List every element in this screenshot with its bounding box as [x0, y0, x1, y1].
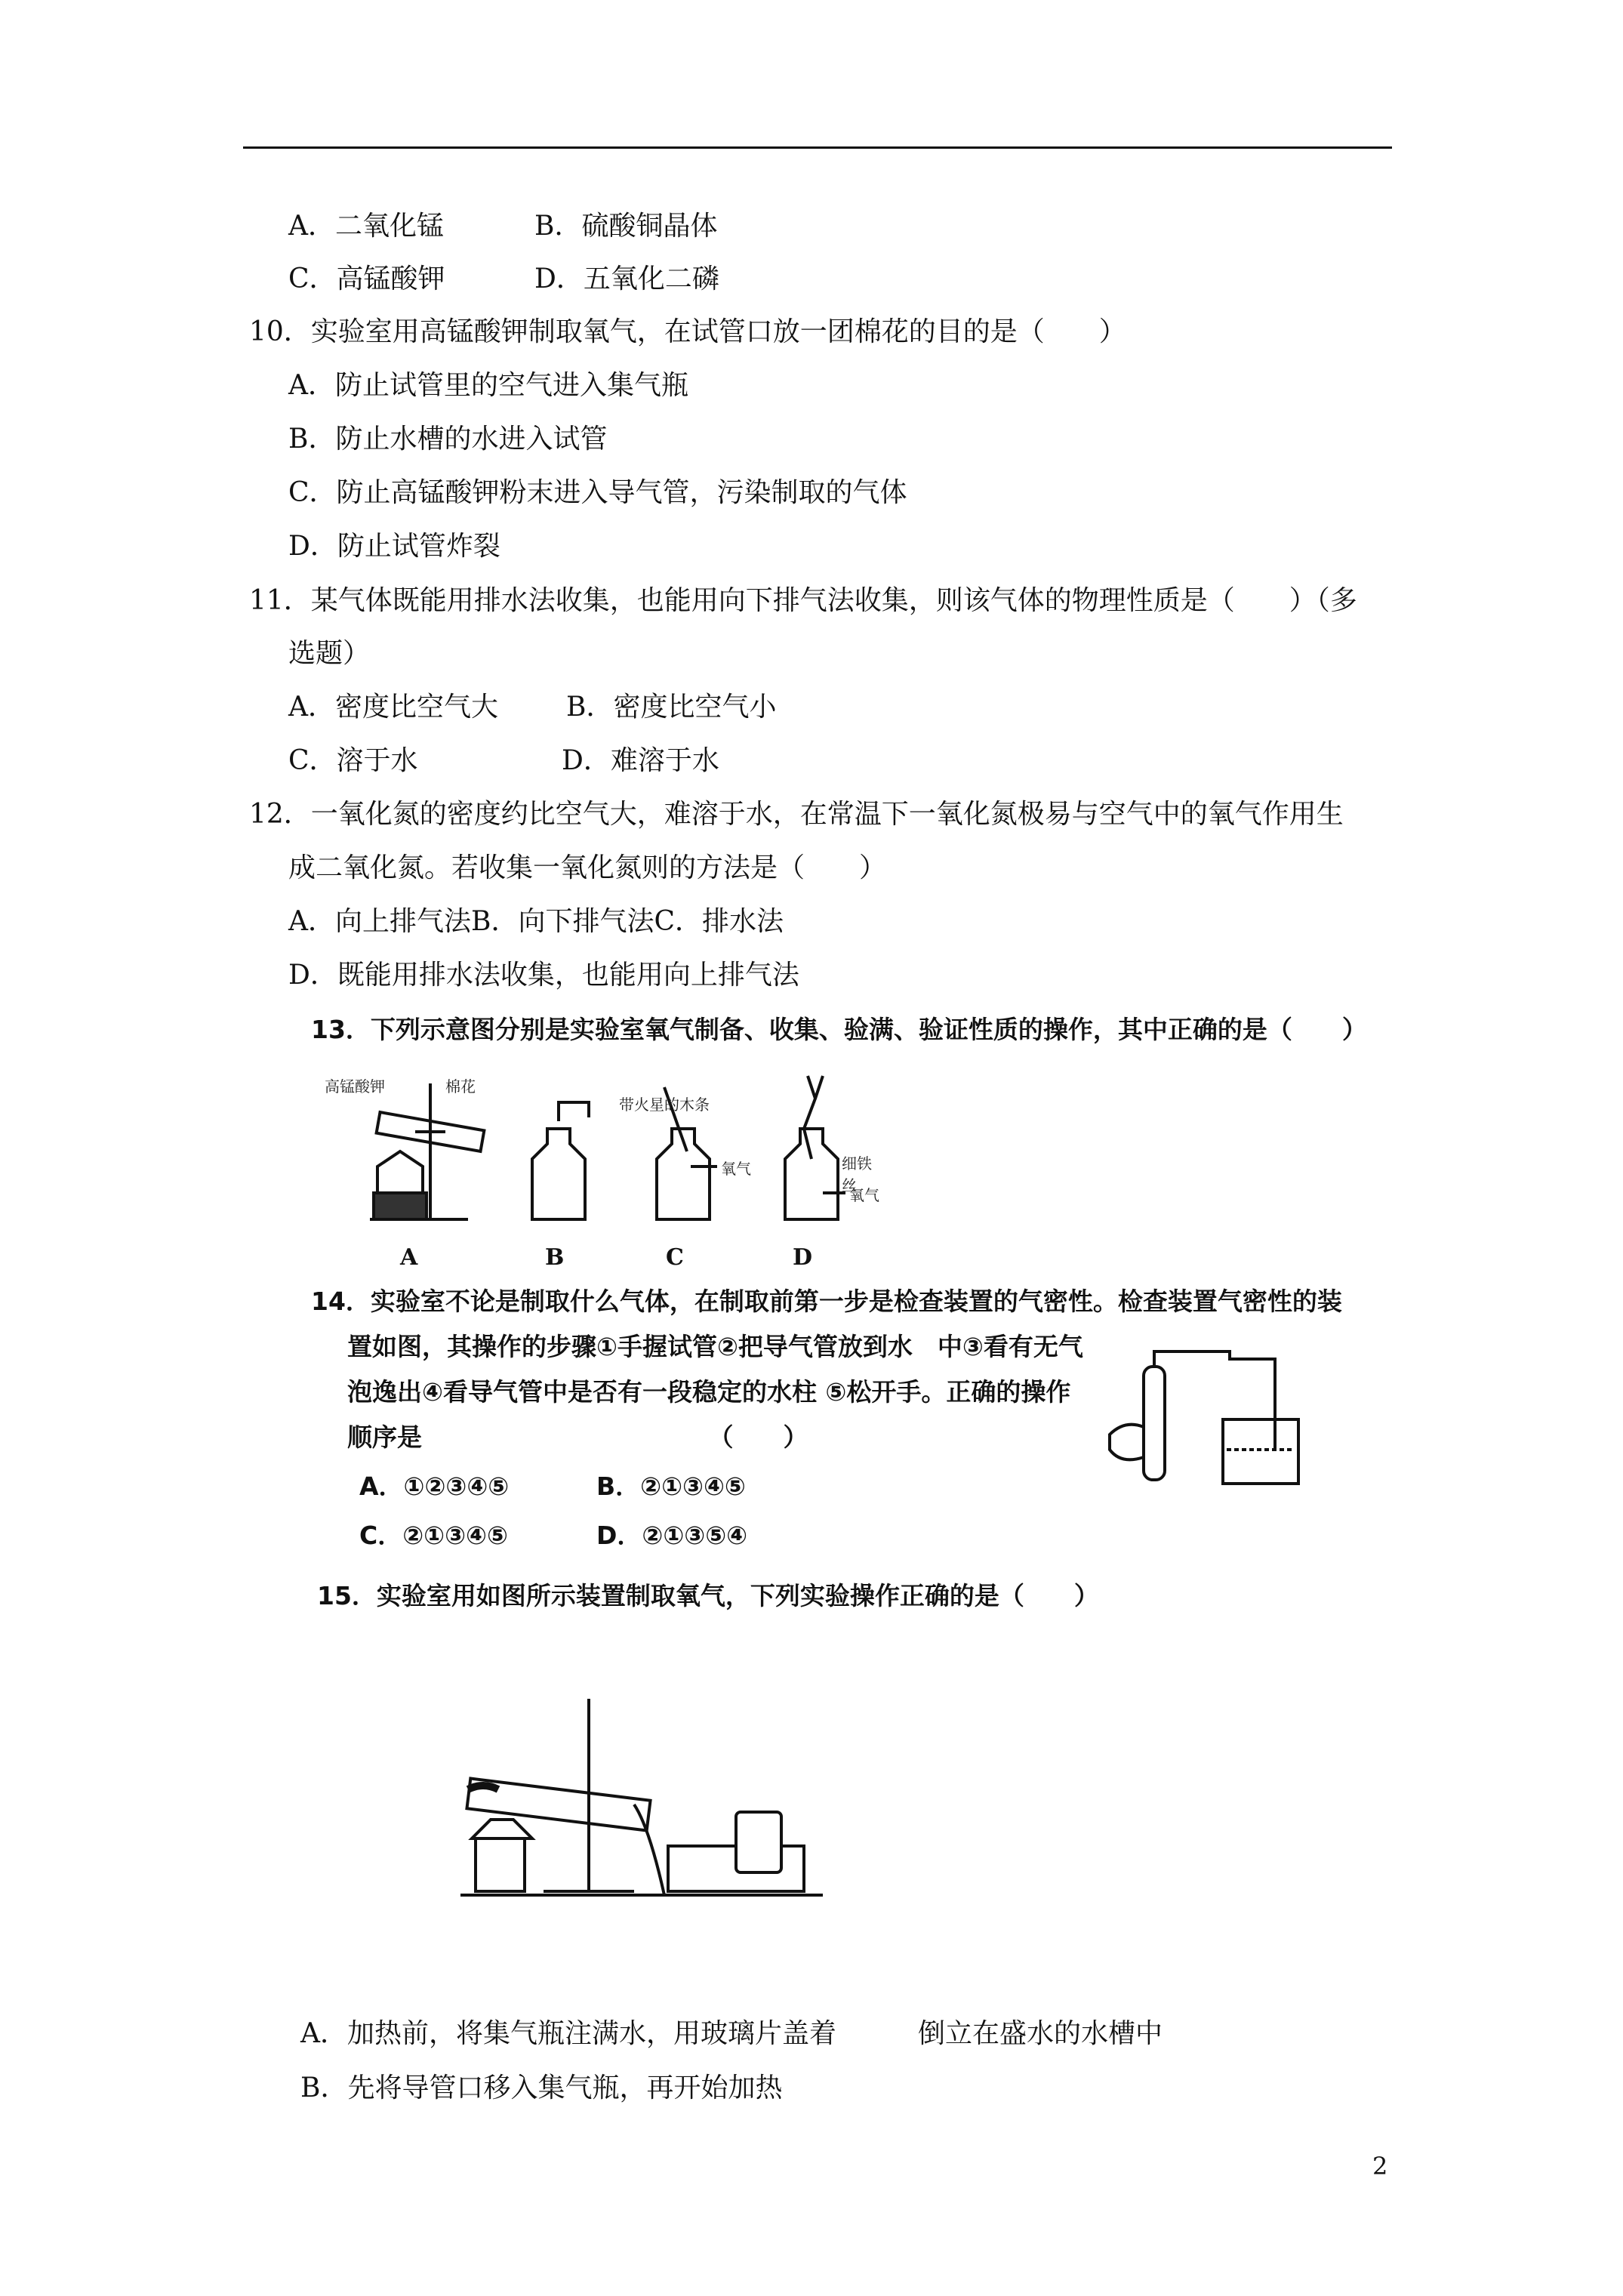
q15-apparatus-figure	[453, 1691, 830, 1918]
q12-option-d: D．既能用排水法收集，也能用向上排气法	[288, 960, 799, 991]
q12-stem-line2: 成二氧化氮。若收集一氧化氮则的方法是（ ）	[288, 852, 887, 883]
q10-option-c: C．防止高锰酸钾粉末进入导气管，污染制取的气体	[288, 477, 907, 508]
q10-option-d: D．防止试管炸裂	[288, 531, 500, 562]
page-number: 2	[1372, 2152, 1388, 2180]
q13-label-potassium-permanganate: 高锰酸钾	[325, 1077, 385, 1096]
q11-option-b: B．密度比空气小	[566, 692, 777, 723]
q11-option-a: A．密度比空气大	[288, 692, 498, 723]
q14-option-c: C．②①③④⑤	[359, 1521, 508, 1550]
q15-option-a: A．加热前，将集气瓶注满水，用玻璃片盖着 倒立在盛水的水槽中	[300, 2018, 1163, 2049]
q13-stem: 13．下列示意图分别是实验室氧气制备、收集、验满、验证性质的操作，其中正确的是（ ）	[311, 1015, 1367, 1044]
q13-fig-label-c: C	[666, 1244, 684, 1271]
header-rule	[243, 146, 1392, 149]
q9-option-c: C．高锰酸钾	[288, 264, 445, 294]
q13-label-glowing-splint: 带火星的木条	[619, 1096, 710, 1114]
q11-option-c: C．溶于水	[288, 745, 418, 776]
q13-fig-label-a: A	[400, 1244, 418, 1271]
q15-stem: 15．实验室用如图所示装置制取氧气，下列实验操作正确的是（ ）	[317, 1581, 1099, 1610]
q14-option-b: B．②①③④⑤	[596, 1472, 746, 1501]
q11-option-d: D．难溶于水	[562, 745, 719, 776]
q14-stem-line4: 顺序是 （ ）	[347, 1422, 808, 1452]
q10-option-b: B．防止水槽的水进入试管	[288, 424, 608, 455]
q10-option-a: A．防止试管里的空气进入集气瓶	[288, 370, 688, 401]
q15-option-b: B．先将导管口移入集气瓶，再开始加热	[300, 2073, 783, 2103]
q13-label-iron-wire: 细铁丝	[842, 1154, 872, 1194]
q14-stem-line1: 14．实验室不论是制取什么气体，在制取前第一步是检查装置的气密性。检查装置气密性的装	[311, 1287, 1342, 1316]
q9-option-b: B．硫酸铜晶体	[534, 211, 718, 242]
q14-airtightness-figure	[1102, 1344, 1306, 1487]
q13-apparatus-figure	[310, 1068, 883, 1234]
q9-option-d: D．五氧化二磷	[534, 264, 719, 294]
q14-option-d: D．②①③⑤④	[596, 1521, 748, 1550]
q14-stem-line3: 泡逸出④看导气管中是否有一段稳定的水柱 ⑤松开手。正确的操作	[347, 1377, 1071, 1407]
q13-label-cotton: 棉花	[445, 1077, 476, 1096]
q13-fig-label-d: D	[793, 1244, 813, 1271]
q12-options-abc: A．向上排气法B．向下排气法C．排水法	[288, 906, 784, 937]
q9-option-a: A．二氧化锰	[288, 211, 444, 242]
q13-label-c-oxygen: 氧气	[721, 1160, 751, 1178]
q13-label-d-oxygen: 氧气	[849, 1186, 879, 1204]
q11-stem-line2: 选题）	[288, 638, 371, 669]
q12-stem-line1: 12．一氧化氮的密度约比空气大，难溶于水，在常温下一氧化氮极易与空气中的氧气作用生	[249, 799, 1344, 830]
q14-stem-line2: 置如图，其操作的步骤①手握试管②把导气管放到水 中③看有无气	[347, 1332, 1083, 1361]
q10-stem: 10．实验室用高锰酸钾制取氧气，在试管口放一团棉花的目的是（ ）	[249, 316, 1126, 347]
q11-stem-line1: 11．某气体既能用排水法收集，也能用向下排气法收集，则该气体的物理性质是（ ）（多	[249, 585, 1357, 616]
q14-option-a: A．①②③④⑤	[359, 1472, 510, 1501]
q13-fig-label-b: B	[545, 1244, 565, 1271]
